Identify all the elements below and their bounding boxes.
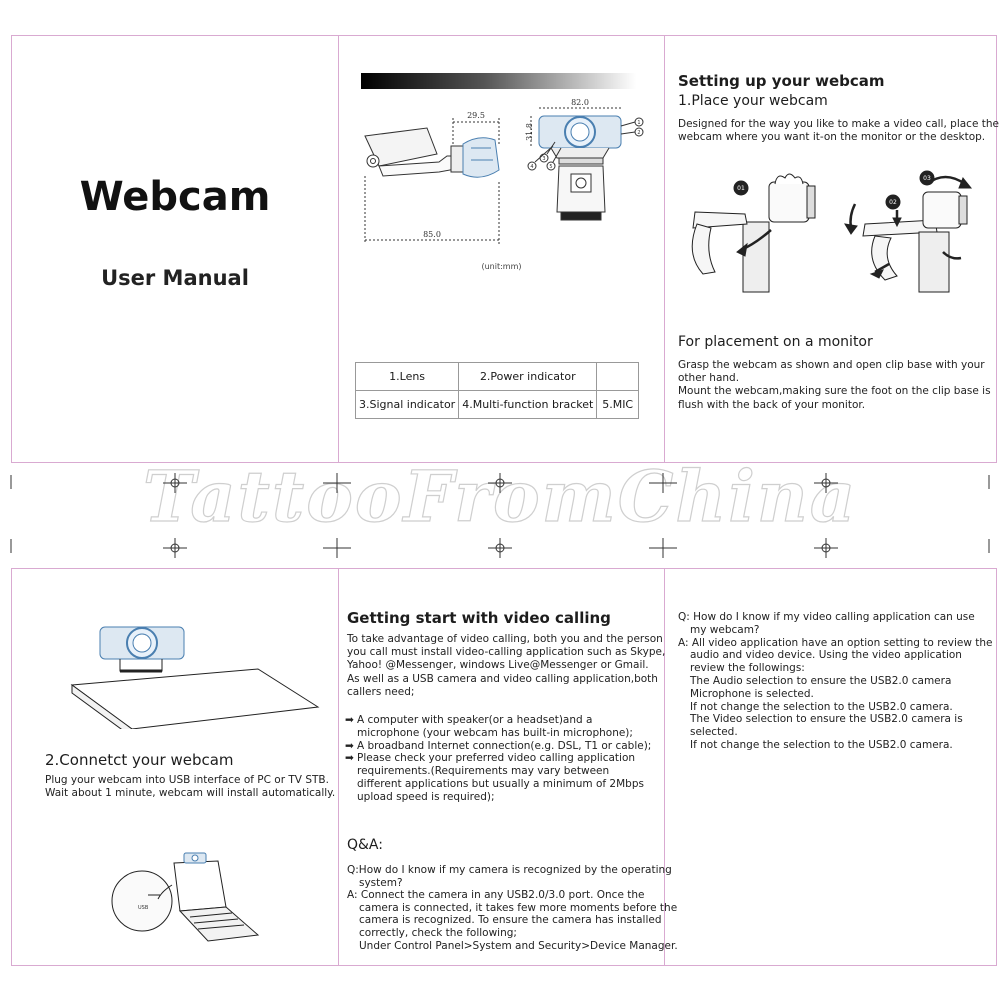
callout-label: 2 [637,130,641,136]
callout-label: 1 [637,120,641,126]
step-badge: 01 [737,185,745,192]
answer-line: If not change the selection to the USB2.0 camera. [690,700,953,713]
text-line: Please check your preferred video calling application [357,752,636,765]
table-cell: 5.MIC [597,391,639,419]
table-cell: 2.Power indicator [459,363,597,391]
manual-sheet-bottom [11,568,997,966]
text-line: Plug your webcam into USB interface of PC or TV STB. [45,774,329,786]
callout-label: 4 [530,164,534,170]
arrow-icon: ➡ [345,714,354,726]
dim-height: 31.8 [525,123,534,141]
laptop-illustration [12,851,332,961]
answer-line: camera is recognized. To ensure the camera has installed [359,914,662,927]
step-badge: 02 [889,199,897,206]
question-line: Q: How do I know if my video calling application can use [678,611,975,623]
answer-line: review the followings: [690,662,805,675]
unit-note: (unit:mm) [481,262,522,271]
text-line: requirements.(Requirements may vary between [357,765,610,778]
table-cell: 4.Multi-function bracket [459,391,597,419]
list-item [345,714,661,740]
answer-line: A: Connect the camera in any USB2.0/3.0 port. Once the [347,889,645,902]
faq-block [678,611,992,752]
intro-text [347,633,665,699]
watermark: TattooFromChina [142,455,858,538]
gradient-bar [361,73,636,89]
table-cell [597,363,639,391]
list-item [345,752,661,803]
cover-subtitle: User Manual [101,266,249,290]
step-badge: 03 [923,175,931,182]
answer-line: audio and video device. Using the video application [690,649,962,662]
text-line: Grasp the webcam as shown and open clip base with your [678,359,985,371]
answer-line: camera is connected, it takes few more moments before the [359,901,678,914]
text-line: A computer with speaker(or a headset)and a [357,714,593,726]
question-line: Q:How do I know if my camera is recognized by the operating [347,864,672,876]
monitor-text [678,359,991,412]
requirements-list [345,714,661,804]
qa-block [347,864,678,952]
section-title: 2.Connetct your webcam [45,751,234,769]
connect-text [45,774,335,800]
registration-marks [0,455,1000,565]
table-cell: 1.Lens [356,363,459,391]
setup-panel [665,36,998,462]
connect-panel [12,569,338,965]
text-line: To take advantage of video calling, both you and the person [347,633,663,645]
manual-sheet-top [11,35,997,463]
text-line: As well as a USB camera and video calling application,both [347,672,658,685]
answer-line: The Video selection to ensure the USB2.0 camera is [690,713,963,726]
text-line: A broadband Internet connection(e.g. DSL, T1 or cable); [357,739,652,752]
table-cell: 3.Signal indicator [356,391,459,419]
answer-line: selected. [690,726,738,739]
answer-line: A: All video application have an option setting to review the [678,636,993,649]
cover-title: Webcam [79,174,271,220]
faq-panel [665,569,998,965]
text-line: upload speed is required); [357,790,495,803]
text-line: you call must install video-calling application such as Skype, [347,646,666,659]
table-row [356,391,639,419]
answer-line: Under Control Panel>System and Security>Device Manager. [359,939,678,952]
text-line: Wait about 1 minute, webcam will install automatically. [45,787,336,800]
list-item [345,740,661,753]
text-line: different applications but usually a minimum of 2Mbps [357,777,644,790]
dim-depth: 29.5 [467,111,485,120]
parts-table [355,362,639,419]
subsection-title: For placement on a monitor [678,334,873,350]
text-line: Mount the webcam,making sure the foot on the clip base is [678,385,991,398]
dim-width: 82.0 [571,98,589,107]
text-line: flush with the back of your monitor. [678,398,866,411]
section-title: Getting start with video calling [347,609,611,627]
placement-illustration [675,164,995,304]
usb-label: USB [138,905,149,911]
callout-label: 3 [542,156,546,162]
section-title: Setting up your webcam [678,72,885,90]
video-calling-panel [339,569,678,965]
question-line: my webcam? [690,623,760,636]
text-line: other hand. [678,372,740,385]
text-line: webcam where you want it-on the monitor or the desktop. [678,131,986,144]
text-line: Yahoo! @Messenger, windows Live@Messenger or Gmail. [347,659,649,672]
qa-title: Q&A: [347,837,383,853]
question-line: system? [359,876,403,889]
dim-length: 85.0 [423,230,441,239]
answer-line: The Audio selection to ensure the USB2.0 camera [690,674,952,687]
step-text [678,118,999,144]
arrow-icon: ➡ [345,739,354,752]
text-line: Designed for the way you like to make a video call, place the [678,118,999,130]
diagram-panel [339,36,664,462]
answer-line: If not change the selection to the USB2.0 camera. [690,738,953,751]
answer-line: Microphone is selected. [690,687,814,700]
table-row [356,363,639,391]
text-line: microphone (your webcam has built-in microphone); [357,726,633,739]
desk-webcam-illustration [12,609,332,729]
text-line: callers need; [347,685,415,698]
callout-label: 5 [549,164,553,170]
cover-panel [12,36,338,462]
step-title: 1.Place your webcam [678,93,828,109]
answer-line: correctly, check the following; [359,926,517,939]
arrow-icon: ➡ [345,752,354,765]
